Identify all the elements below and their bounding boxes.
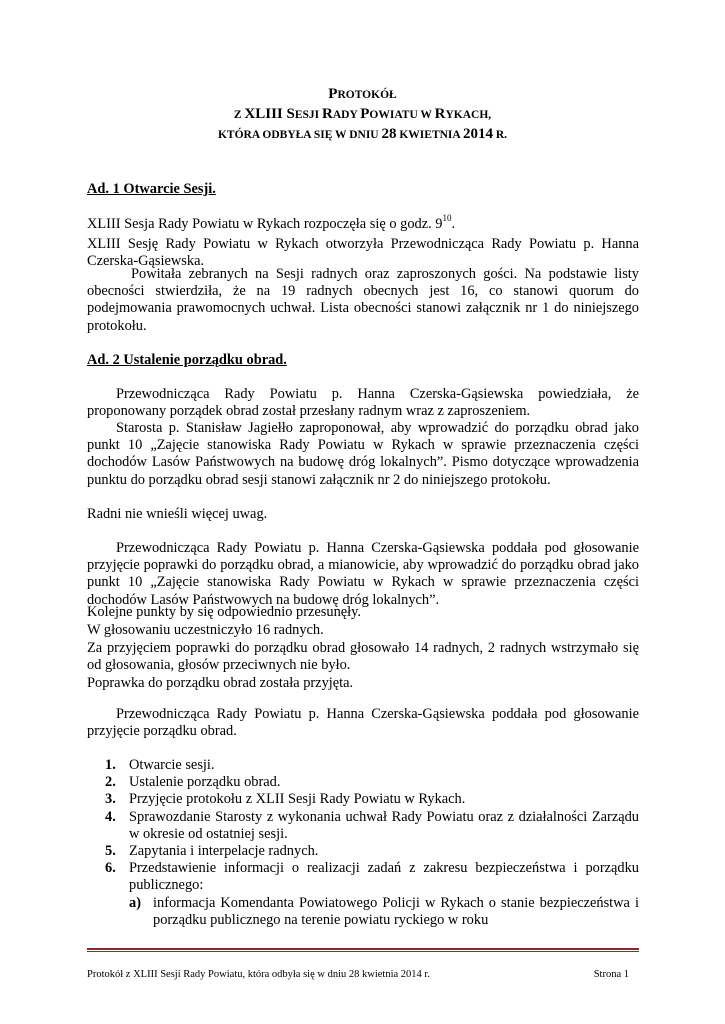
ad2-paragraph-vote-amendment: Przewodnicząca Rady Powiatu p. Hanna Czerska-Gąsiewska poddała pod głosowanie przyjęcie poprawki do porządku obrad, a mianowicie, aby wprowadzić do porządku obrad jako punkt 10 „Zajęcie stanowiska Rady Powiatu w Rykach w sprawie przeznaczenia części dochodów Lasów Państwowych na budowę dróg lokalnych”.	[87, 540, 639, 608]
ad1-heading: Ad. 1 Otwarcie Sesji.	[87, 181, 216, 197]
agenda-item: 4. Sprawozdanie Starosty z wykonania uchwał Rady Powiatu oraz z działalności Zarządu w okresie od ostatniej sesji.	[105, 808, 639, 842]
title-line-2: Z XLIII SESJI RADY POWIATU W RYKACH,	[233, 106, 492, 122]
ad2-paragraph-vote-result: Za przyjęciem poprawki do porządku obrad głosowało 14 radnych, 2 radnych wstrzymało się od głosowania, głosów przeciwnych nie było.	[87, 640, 639, 674]
ad1-paragraph-opened: XLIII Sesję Rady Powiatu w Rykach otworzyła Przewodnicząca Rady Powiatu p. Hanna Czerska-Gąsiewska.	[87, 236, 639, 270]
ad2-paragraph-proposed: Przewodnicząca Rady Powiatu p. Hanna Czerska-Gąsiewska powiedziała, że proponowany porządek obrad został przesłany radnym wraz z zaproszeniem.	[87, 386, 639, 420]
agenda-item: 3. Przyjęcie protokołu z XLII Sesji Rady Powiatu w Rykach.	[105, 791, 466, 808]
footer-rule	[87, 948, 639, 950]
agenda-item: 5. Zapytania i interpelacje radnych.	[105, 843, 319, 860]
ad2-heading: Ad. 2 Ustalenie porządku obrad.	[87, 352, 287, 368]
ad2-paragraph-participants: W głosowaniu uczestniczyło 16 radnych.	[87, 622, 324, 638]
ad2-paragraph-shift: Kolejne punkty by się odpowiednio przesunęły.	[87, 604, 362, 620]
ad2-paragraph-starosta: Starosta p. Stanisław Jagiełło zaproponował, aby wprowadzić do porządku obrad jako punkt 10 „Zajęcie stanowiska Rady Powiatu w Rykach w sprawie przeznaczenia części dochodów Lasów Państwowych na budowę dróg lokalnych”. Pismo dotyczące wprowadzenia punktu do porządku obrad sesji stanowi załącznik nr 2 do niniejszego protokołu.	[87, 420, 639, 488]
ad1-paragraph-quorum: Powitała zebranych na Sesji radnych oraz zaproszonych gości. Na podstawie listy obecności stwierdziła, że na 19 radnych obecnych jest 16, co stanowi quorum do podejmowania prawomocnych uchwał. Lista obecności stanowi załącznik nr 1 do niniejszego protokołu.	[87, 266, 639, 334]
agenda-item: 2. Ustalenie porządku obrad.	[105, 774, 281, 791]
title-line-1: PROTOKÓŁ	[328, 86, 397, 102]
agenda-sublist	[129, 895, 639, 929]
footer-rule-thin	[87, 951, 639, 952]
page-number: Strona 1	[593, 969, 629, 980]
footer-title: Protokół z XLIII Sesji Rady Powiatu, która odbyła się w dniu 28 kwietnia 2014 r.	[87, 969, 430, 980]
ad2-paragraph-no-remarks: Radni nie wnieśli więcej uwag.	[87, 506, 268, 522]
ad1-paragraph-start-time: XLIII Sesja Rady Powiatu w Rykach rozpoczęła się o godz. $9^{10}$.	[87, 213, 456, 232]
agenda-subitem: a) informacja Komendanta Powiatowego Policji w Rykach o stanie bezpieczeństwa i porządku publicznego na terenie powiatu ryckiego w roku	[129, 894, 639, 928]
ad2-paragraph-accepted: Poprawka do porządku obrad została przyjęta.	[87, 675, 354, 691]
title-line-3: KTÓRA ODBYŁA SIĘ W DNIU 28 KWIETNIA 2014 R.	[217, 126, 508, 142]
agenda-item: 1. Otwarcie sesji.	[105, 757, 215, 773]
ad2-paragraph-vote-agenda: Przewodnicząca Rady Powiatu p. Hanna Czerska-Gąsiewska poddała pod głosowanie przyjęcie porządku obrad.	[87, 706, 639, 740]
agenda-item: 6. Przedstawienie informacji o realizacji zadań z zakresu bezpieczeństwa i porządku publicznego: a) informacja Komendanta Powiatowego Policji w Rykach o stanie bezpieczeństwa i porządku publicznego na terenie powiatu ryckiego w roku	[105, 860, 639, 928]
agenda-list	[105, 757, 639, 929]
